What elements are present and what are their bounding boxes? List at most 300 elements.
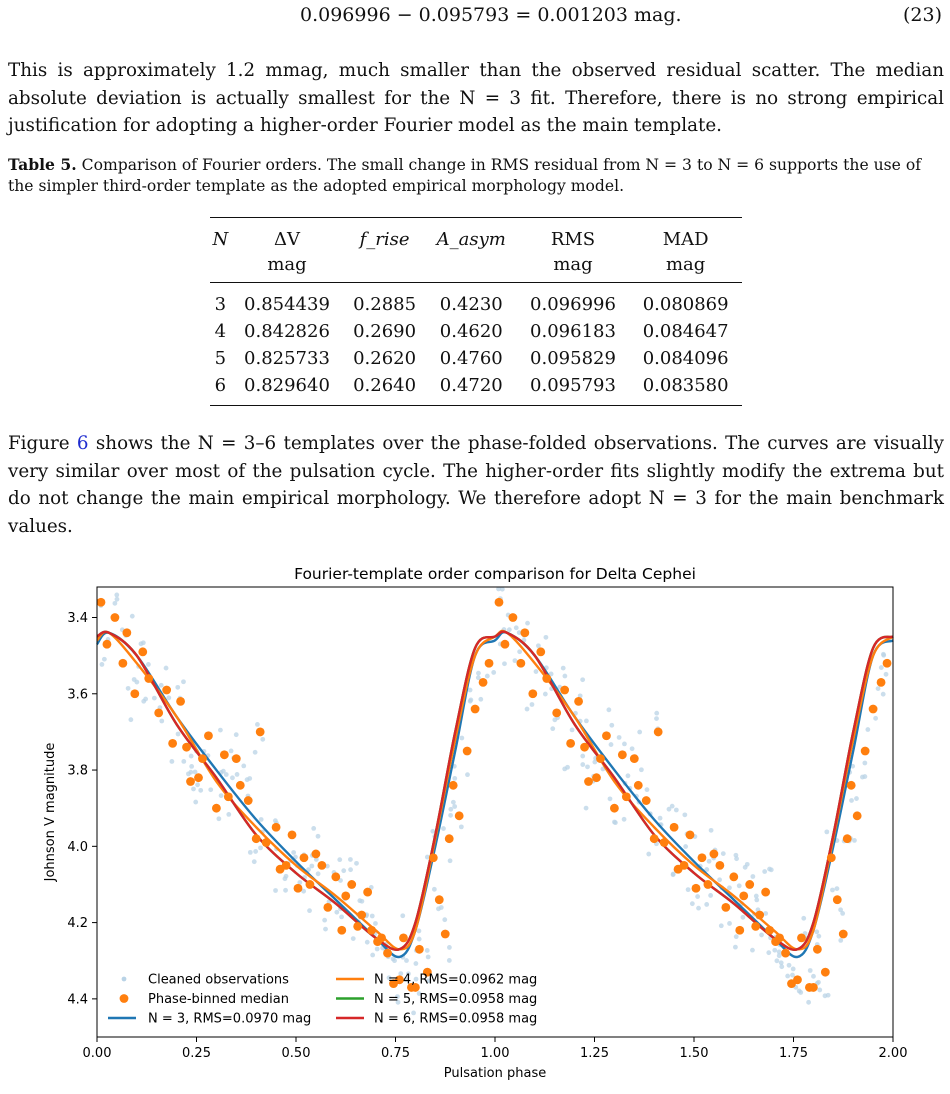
median-point — [182, 743, 191, 752]
median-point — [111, 613, 120, 622]
median-point — [580, 743, 589, 752]
observation-point — [826, 993, 831, 998]
median-point — [536, 647, 545, 656]
median-point — [415, 945, 424, 954]
median-point — [704, 880, 713, 889]
median-point — [300, 853, 309, 862]
cell-rms: 0.095793 — [517, 372, 630, 406]
observation-point — [879, 665, 884, 670]
observation-point — [517, 649, 522, 654]
header-rms: RMS — [517, 218, 630, 253]
observation-point — [534, 669, 539, 674]
median-point — [739, 891, 748, 900]
median-point — [520, 628, 529, 637]
observation-point — [219, 793, 224, 798]
observation-point — [708, 893, 713, 898]
observation-point — [733, 945, 738, 950]
observation-point — [164, 666, 169, 671]
observation-point — [235, 772, 240, 777]
median-point — [596, 754, 605, 763]
legend-observations-marker — [122, 977, 127, 982]
observation-point — [876, 686, 881, 691]
observation-point — [838, 907, 843, 912]
observation-point — [175, 685, 180, 690]
observation-point — [772, 948, 777, 953]
observation-point — [750, 948, 755, 953]
figure-6 — [0, 555, 950, 1090]
y-tick-label: 4.4 — [67, 992, 88, 1008]
observation-point — [442, 917, 447, 922]
median-point — [686, 830, 695, 839]
cell-delta-v: 0.829640 — [231, 372, 344, 406]
cell-a-asym: 0.4620 — [439, 321, 503, 342]
observation-point — [322, 918, 327, 923]
cell-delta-v: 0.842826 — [244, 321, 330, 342]
cell-rms: 0.095829 — [530, 348, 616, 369]
observation-point — [801, 916, 806, 921]
cell-a-asym: 0.4230 — [439, 294, 503, 315]
observation-point — [348, 857, 353, 862]
median-point — [654, 728, 663, 737]
median-point — [495, 598, 504, 607]
x-axis-label: Pulsation phase — [443, 1066, 547, 1081]
median-point — [154, 708, 163, 717]
observation-point — [100, 662, 105, 667]
median-point — [721, 903, 730, 912]
observation-point — [365, 940, 370, 945]
observation-point — [169, 759, 174, 764]
template-curve-n3 — [97, 632, 893, 957]
observation-point — [721, 851, 726, 856]
observation-point — [166, 695, 171, 700]
observation-point — [229, 749, 234, 754]
observation-point — [176, 732, 181, 737]
observation-point — [255, 722, 260, 727]
observation-point — [613, 820, 618, 825]
median-point — [813, 945, 822, 954]
observation-point — [373, 921, 378, 926]
observation-point — [606, 707, 611, 712]
median-point — [130, 689, 139, 698]
observation-point — [259, 817, 264, 822]
median-point — [797, 933, 806, 942]
observation-point — [584, 718, 589, 723]
legend-n5-label: N = 5, RMS=0.0958 mag — [374, 992, 538, 1007]
template-curve-n6 — [97, 632, 893, 950]
equation-expression: 0.096996 − 0.095793 = 0.001203 mag. — [300, 4, 682, 26]
observation-point — [862, 761, 867, 766]
y-axis-label: Johnson V magnitude — [43, 742, 58, 882]
median-point — [212, 804, 221, 813]
fourier-order-chart — [0, 555, 950, 1090]
observation-point — [514, 625, 519, 630]
observation-point — [357, 898, 362, 903]
header-mad: MAD — [629, 218, 742, 253]
observation-point — [854, 796, 859, 801]
observation-point — [639, 767, 644, 772]
median-point — [357, 911, 366, 920]
median-point — [232, 754, 241, 763]
paragraph-figure-discussion — [8, 430, 944, 540]
observation-point — [696, 906, 701, 911]
observation-point — [830, 888, 835, 893]
observation-point — [835, 886, 840, 891]
x-tick-label: 1.50 — [679, 1046, 709, 1061]
observation-point — [865, 727, 870, 732]
observation-point — [674, 808, 679, 813]
median-point — [883, 659, 892, 668]
fourier-orders-table — [210, 217, 742, 406]
cell-n: 3 — [214, 294, 227, 315]
observation-point — [798, 990, 803, 995]
median-point — [592, 773, 601, 782]
median-point — [584, 777, 593, 786]
observation-point — [400, 913, 405, 918]
observation-point — [226, 812, 231, 817]
observation-point — [451, 800, 456, 805]
observation-point — [208, 787, 213, 792]
observation-point — [459, 736, 464, 741]
median-point — [618, 750, 627, 759]
observation-point — [779, 964, 784, 969]
unit-mad: mag — [629, 252, 742, 283]
median-point — [162, 686, 171, 695]
median-point — [194, 773, 203, 782]
median-point — [435, 895, 444, 904]
median-point — [252, 834, 261, 843]
median-point — [516, 659, 525, 668]
observation-point — [186, 771, 191, 776]
observation-point — [671, 872, 676, 877]
observation-point — [447, 945, 452, 950]
unit-f-rise — [343, 252, 426, 283]
median-point — [471, 705, 480, 714]
observation-point — [130, 614, 135, 619]
observation-point — [849, 798, 854, 803]
observation-point — [439, 905, 444, 910]
paragraph-rms-discussion: This is approximately 1.2 mmag, much smaller than the observed residual scatter. The median absolute deviation is actually smallest for the N = 3 fit. Therefore, there is no strong empirical justification for adopting a higher-order Fourier model as the main template. — [8, 60, 944, 136]
cell-f-rise: 0.2690 — [353, 321, 417, 342]
unit-rms: mag — [517, 252, 630, 283]
median-point — [622, 792, 631, 801]
header-delta-v: ΔV — [231, 218, 344, 253]
y-tick-label: 3.8 — [67, 763, 88, 779]
observation-point — [609, 742, 614, 747]
y-tick-label: 4.2 — [67, 916, 88, 932]
cell-n: 6 — [210, 372, 231, 406]
legend-median-label: Phase-binned median — [148, 992, 289, 1007]
median-point — [781, 949, 790, 958]
observation-point — [727, 921, 732, 926]
table-caption — [8, 154, 944, 197]
observation-point — [654, 711, 659, 716]
median-point — [186, 777, 195, 786]
observation-point — [811, 974, 816, 979]
table-row — [210, 345, 742, 372]
observation-point — [258, 845, 263, 850]
observation-point — [500, 587, 505, 592]
observation-point — [622, 741, 627, 746]
observation-point — [530, 702, 535, 707]
y-tick-label: 3.6 — [67, 687, 88, 703]
median-point — [282, 861, 291, 870]
observation-point — [609, 723, 614, 728]
observation-point — [159, 683, 164, 688]
observation-point — [491, 670, 496, 675]
median-point — [429, 853, 438, 862]
median-point — [642, 796, 651, 805]
observation-point — [354, 861, 359, 866]
median-point — [877, 678, 886, 687]
unit-delta-v: mag — [231, 252, 344, 283]
figure-6-link[interactable]: 6 — [76, 433, 89, 454]
median-point — [399, 933, 408, 942]
median-point — [574, 697, 583, 706]
observation-point — [253, 750, 258, 755]
median-point — [729, 872, 738, 881]
observation-point — [316, 871, 321, 876]
median-point — [341, 891, 350, 900]
median-point — [347, 880, 356, 889]
median-point — [323, 903, 332, 912]
median-point — [204, 731, 213, 740]
cell-mad: 0.084096 — [642, 348, 729, 369]
observation-point — [339, 915, 344, 920]
header-n: N — [210, 218, 231, 253]
cell-delta-v: 0.825733 — [244, 348, 330, 369]
median-point — [262, 838, 271, 847]
observation-point — [719, 923, 724, 928]
observation-point — [630, 746, 635, 751]
legend-n3-label: N = 3, RMS=0.0970 mag — [148, 1011, 312, 1027]
equation-number: (23) — [902, 4, 942, 26]
cell-n: 5 — [214, 348, 227, 369]
observation-point — [159, 719, 164, 724]
observation-point — [502, 661, 507, 666]
median-point — [793, 975, 802, 984]
observation-point — [114, 593, 119, 598]
observation-point — [181, 679, 186, 684]
observation-point — [351, 936, 356, 941]
observation-point — [152, 696, 157, 701]
observation-point — [337, 857, 342, 862]
median-point — [501, 640, 510, 649]
median-point — [692, 884, 701, 893]
observation-point — [608, 796, 613, 801]
observation-point — [695, 894, 700, 899]
observation-point — [241, 764, 246, 769]
observation-point — [468, 698, 473, 703]
median-point — [775, 933, 784, 942]
observation-point — [565, 765, 570, 770]
observation-point — [838, 938, 843, 943]
observation-point — [309, 864, 314, 869]
legend-observations-label: Cleaned observations — [148, 972, 289, 988]
median-point — [827, 853, 836, 862]
observation-point — [284, 874, 289, 879]
observation-point — [448, 807, 453, 812]
observation-point — [465, 772, 470, 777]
legend-n4-label: N = 4, RMS=0.0962 mag — [374, 972, 538, 988]
observation-point — [645, 787, 650, 792]
observation-point — [146, 662, 151, 667]
median-point — [377, 933, 386, 942]
observation-point — [743, 865, 748, 870]
x-tick-label: 1.25 — [580, 1046, 609, 1061]
table-caption-label: Table 5. — [8, 155, 77, 174]
observation-point — [341, 868, 346, 873]
observation-point — [447, 958, 452, 963]
observation-point — [852, 838, 857, 843]
median-point — [610, 804, 619, 813]
median-point — [745, 880, 754, 889]
observation-point — [617, 735, 622, 740]
observation-point — [448, 858, 453, 863]
cell-delta-v: 0.854439 — [244, 294, 330, 315]
observation-point — [478, 697, 483, 702]
observation-point — [817, 988, 822, 993]
observation-point — [816, 934, 821, 939]
observation-point — [218, 728, 223, 733]
x-tick-label: 2.00 — [878, 1046, 908, 1061]
observation-point — [115, 597, 120, 602]
median-point — [839, 930, 848, 939]
observation-point — [543, 692, 548, 697]
observation-point — [881, 692, 886, 697]
observation-point — [667, 807, 672, 812]
median-point — [198, 754, 207, 763]
cell-n: 4 — [214, 321, 227, 342]
observation-point — [139, 641, 144, 646]
observation-point — [221, 769, 226, 774]
median-point — [176, 697, 185, 706]
observation-point — [392, 958, 397, 963]
legend-n6-label: N = 6, RMS=0.0958 mag — [374, 1011, 538, 1027]
observation-point — [787, 963, 792, 968]
observation-point — [143, 697, 148, 702]
observation-point — [432, 887, 437, 892]
median-point — [331, 872, 340, 881]
observation-point — [181, 759, 186, 764]
median-point — [220, 750, 229, 759]
x-tick-label: 1.75 — [779, 1046, 808, 1061]
x-tick-label: 0.50 — [281, 1046, 311, 1061]
observation-point — [777, 950, 782, 955]
observation-point — [562, 674, 567, 679]
median-point — [560, 686, 569, 695]
observation-point — [316, 834, 321, 839]
median-point — [138, 647, 147, 656]
observation-point — [375, 947, 380, 952]
median-point — [755, 911, 764, 920]
observation-point — [622, 817, 627, 822]
template-curve-n4 — [97, 631, 893, 949]
observation-point — [727, 885, 732, 890]
observation-point — [112, 601, 117, 606]
median-point — [710, 850, 719, 859]
observation-point — [791, 967, 796, 972]
median-point — [441, 930, 450, 939]
observation-point — [737, 883, 742, 888]
observation-point — [126, 686, 131, 691]
observation-point — [193, 800, 198, 805]
observation-point — [704, 902, 709, 907]
observation-point — [248, 850, 253, 855]
legend-median-marker — [120, 994, 129, 1003]
median-point — [455, 811, 464, 820]
median-point — [847, 781, 856, 790]
observation-point — [311, 826, 316, 831]
median-point — [337, 926, 346, 935]
observation-point — [790, 973, 795, 978]
observation-point — [824, 829, 829, 834]
median-point — [294, 884, 303, 893]
observation-point — [734, 934, 739, 939]
median-point — [660, 838, 669, 847]
observation-point — [808, 968, 813, 973]
median-point — [288, 830, 297, 839]
observation-point — [709, 828, 714, 833]
median-point — [244, 796, 253, 805]
median-point — [312, 850, 321, 859]
median-point — [463, 747, 472, 756]
median-point — [485, 659, 494, 668]
paragraph-prefix: Figure — [8, 433, 77, 454]
observation-point — [762, 869, 767, 874]
median-point — [118, 659, 127, 668]
y-tick-label: 4.0 — [67, 839, 88, 855]
observation-point — [245, 777, 250, 782]
observation-point — [189, 764, 194, 769]
median-point — [602, 731, 611, 740]
observation-point — [580, 754, 585, 759]
observation-point — [230, 775, 235, 780]
median-point — [843, 834, 852, 843]
median-point — [809, 983, 818, 992]
median-point — [367, 926, 376, 935]
observation-point — [750, 874, 755, 879]
observation-point — [637, 730, 642, 735]
observation-point — [417, 937, 422, 942]
observation-point — [873, 716, 878, 721]
observation-point — [552, 717, 557, 722]
median-point — [509, 613, 518, 622]
table-row — [210, 372, 742, 406]
y-tick-label: 3.4 — [67, 611, 88, 627]
observation-point — [814, 929, 819, 934]
observation-point — [425, 948, 430, 953]
chart-title: Fourier-template order comparison for Delta Cephei — [294, 565, 696, 583]
median-point — [715, 861, 724, 870]
observation-point — [683, 844, 688, 849]
observation-point — [132, 677, 137, 682]
median-point — [761, 888, 770, 897]
observation-point — [198, 788, 203, 793]
median-point — [363, 888, 372, 897]
cell-rms: 0.096183 — [530, 321, 616, 342]
median-point — [869, 705, 878, 714]
observation-point — [767, 867, 772, 872]
observation-point — [785, 974, 790, 979]
observation-point — [234, 732, 239, 737]
observation-point — [584, 806, 589, 811]
median-point — [528, 689, 537, 698]
median-point — [272, 823, 281, 832]
median-point — [479, 678, 488, 687]
observation-point — [561, 666, 566, 671]
template-curve-n5 — [97, 632, 893, 950]
unit-n — [210, 252, 231, 283]
